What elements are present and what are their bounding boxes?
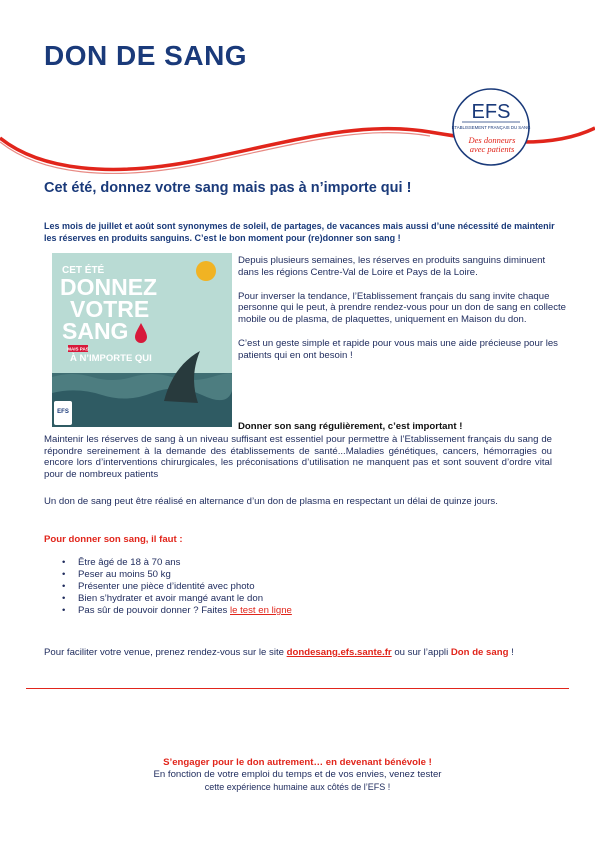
- headline: Cet été, donnez votre sang mais pas à n’importe qui !: [44, 180, 412, 196]
- side-paragraph-1: Depuis plusieurs semaines, les réserves en produits sanguins diminuent dans les régions Centre-Val de Loire et Pays de la Loire.: [238, 255, 546, 278]
- side-paragraph-2: Pour inverser la tendance, l’Etablissement français du sang invite chaque personne qui le peut, à prendre rendez-vous pour un don de sang en collecte mobile ou de plasma, de plaquettes, uniquement en Maison du don.: [238, 290, 567, 326]
- volunteer-line-3: cette expérience humaine aux côtés de l’EFS !: [204, 782, 391, 792]
- list-item: • Présenter une pièce d’identité avec photo: [62, 581, 382, 593]
- logo-slogan-2: avec patients: [469, 144, 515, 154]
- poster-corner-logo: EFS: [57, 409, 69, 415]
- list-item: • Peser au moins 50 kg: [62, 569, 382, 581]
- paragraph-reserves: Maintenir les réserves de sang à un niveau suffisant est essentiel pour permettre à l’Etablissement français du sang de répondre sereinement à la demande des établissements de santé...Maladies génétiques, cancers, hémorragies ou encore lors d’interventions chirurgicales, les préconisations d’utilisation ne manquent pas et sont souvent d’ordre vital pour de nombreux patients: [44, 434, 552, 480]
- logo-acronym: EFS: [471, 101, 511, 123]
- conditions-title: Pour donner son sang, il faut :: [44, 534, 183, 545]
- poster-badge: MAIS PAS: [67, 346, 89, 352]
- list-item: • Pas sûr de pouvoir donner ? Faites le test en ligne: [62, 605, 382, 617]
- volunteer-block: [0, 757, 595, 793]
- poster-line3: VOTRE: [70, 296, 150, 322]
- poster-line1: CET ÉTÉ: [62, 265, 105, 276]
- volunteer-line-2: En fonction de votre emploi du temps et de vos envies, venez tester: [153, 769, 442, 780]
- section-subheading: Donner son sang régulièrement, c’est important !: [238, 421, 463, 432]
- poster-line5: À N’IMPORTE QUI: [70, 353, 152, 364]
- list-item: • Être âgé de 18 à 70 ans: [62, 557, 382, 569]
- logo-slogan-1: Des donneurs: [468, 135, 516, 145]
- side-text: [238, 255, 568, 374]
- campaign-poster: [52, 253, 232, 427]
- poster-line4: SANG: [62, 318, 129, 344]
- efs-logo: [440, 88, 542, 166]
- site-link[interactable]: dondesang.efs.sante.fr: [286, 647, 392, 658]
- app-name: Don de sang: [450, 647, 509, 658]
- page-title: DON DE SANG: [44, 40, 248, 71]
- sun-icon: [196, 261, 216, 281]
- conditions-list: [62, 557, 382, 617]
- logo-subtitle: ETABLISSEMENT FRANÇAIS DU SANG: [451, 125, 531, 130]
- intro-text: Les mois de juillet et août sont synonymes de soleil, de partages, de vacances mais aussi d’une nécessité de maintenir les réserves en produits sanguins. C’est le bon moment pour (re)donner son sang !: [44, 221, 555, 243]
- divider-line: [26, 688, 569, 689]
- online-test-link[interactable]: le test en ligne: [230, 605, 292, 616]
- appointment-text: Pour faciliter votre venue, prenez rendez-vous sur le site dondesang.efs.sante.fr ou sur l’appli Don de sang !: [44, 647, 514, 658]
- side-paragraph-3: C’est un geste simple et rapide pour vous mais une aide précieuse pour les patients qui en ont besoin !: [238, 337, 558, 361]
- paragraph-alternance: Un don de sang peut être réalisé en alternance d’un don de plasma en respectant un délai de quinze jours.: [44, 496, 498, 507]
- list-item: • Bien s’hydrater et avoir mangé avant le don: [62, 593, 382, 605]
- poster-line2: DONNEZ: [60, 274, 158, 300]
- volunteer-heading: S’engager pour le don autrement… en devenant bénévole !: [163, 757, 432, 768]
